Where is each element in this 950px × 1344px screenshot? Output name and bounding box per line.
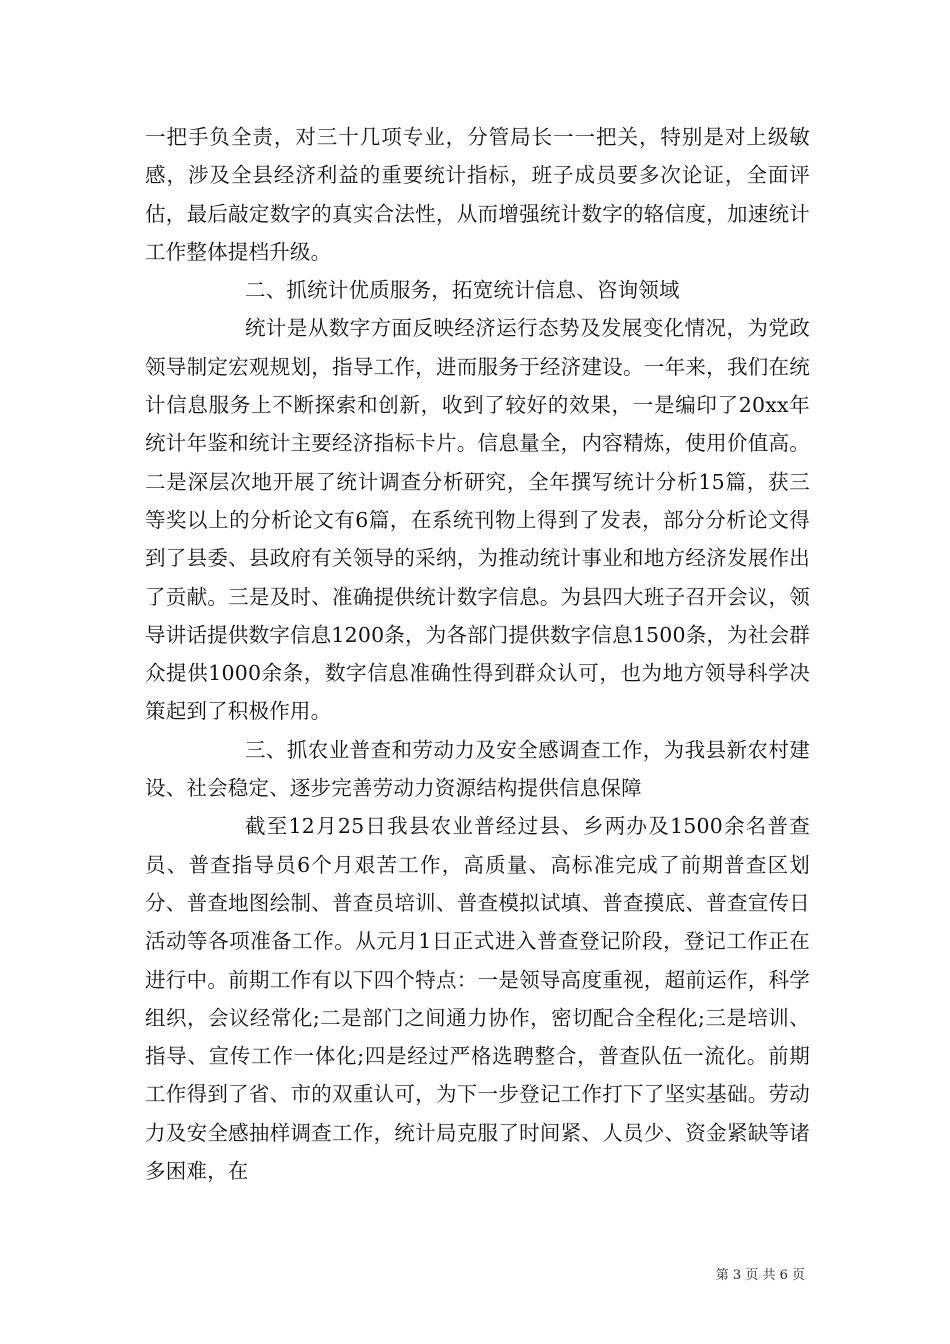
paragraph-agricultural-census: 截至12月25日我县农业普经过县、乡两办及1500余名普查员、普查指导员6个月艰苦工作，高质量、高标准完成了前期普查区划分、普查地图绘制、普查员培训、普查模拟试填、普查摸底、普查宣传日活动等各项准备工作。从元月1日正式进入普查登记阶段，登记工作正在进行中。前期工作有以下四个特点：一是领导高度重视，超前运作，科学组织，会议经常化;二是部门之间通力协作，密切配合全程化;三是培训、指导、宣传工作一体化;四是经过严格选聘整合，普查队伍一流化。前期工作得到了省、市的双重认可，为下一步登记工作打下了坚实基础。劳动力及安全感抽样调查工作，统计局克服了时间紧、人员少、资金紧缺等诸多困难，在 bbox=[145, 814, 810, 1184]
section-heading-2: 二、抓统计优质服务，拓宽统计信息、咨询领域 bbox=[245, 278, 680, 303]
document-body bbox=[145, 118, 810, 1190]
paragraph-statistics-service: 统计是从数字方面反映经济运行态势及发展变化情况，为党政领导制定宏观规划，指导工作，进而服务于经济建设。一年来，我们在统计信息服务上不断探索和创新，收到了较好的效果，一是编印了20xx年统计年鉴和统计主要经济指标卡片。信息量全，内容精炼，使用价值高。二是深层次地开展了统计调查分析研究，全年撰写统计分析15篇，获三等奖以上的分析论文有6篇，在系统刊物上得到了发表，部分分析论文得到了县委、县政府有关领导的采纳，为推动统计事业和地方经济发展作出了贡献。三是及时、准确提供统计数字信息。为县四大班子召开会议，领导讲话提供数字信息1200条，为各部门提供数字信息1500条，为社会群众提供1000余条，数字信息准确性得到群众认可，也为地方领导科学决策起到了积极作用。 bbox=[145, 316, 810, 724]
page-number-footer: 第 3 页 共 6 页 bbox=[715, 1268, 805, 1283]
section-heading-3: 三、抓农业普查和劳动力及安全感调查工作，为我县新农村建设、社会稳定、逐步完善劳动力资源结构提供信息保障 bbox=[145, 737, 810, 801]
paragraph-continuation: 一把手负全责，对三十几项专业，分管局长一一把关，特别是对上级敏感，涉及全县经济利益的重要统计指标，班子成员要多次论证，全面评估，最后敲定数字的真实合法性，从而增强统计数字的辂信度，加速统计工作整体提档升级。 bbox=[145, 125, 810, 264]
